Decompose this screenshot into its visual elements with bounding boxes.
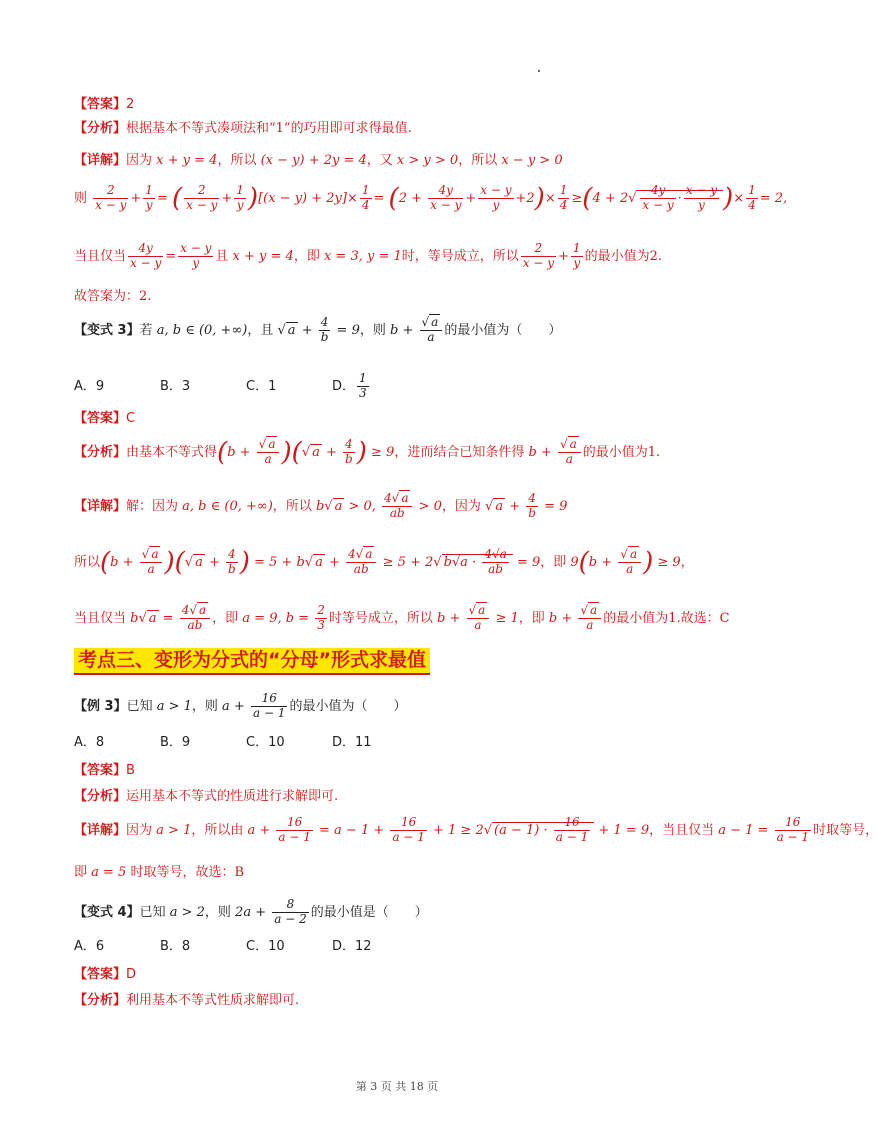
example3-answer: 【答案】B [74, 763, 135, 778]
option-a: A．8 [74, 735, 105, 750]
conclusion-line-1: 故答案为：2. [74, 289, 152, 304]
answer-line-1: 【答案】2 [74, 97, 135, 112]
variant4-question: 【变式 4】已知 a > 2，则 2a + $\frac{8}{a - 2}$ 的最小值是（ ） [74, 897, 428, 926]
analysis-line-1: 【分析】根据基本不等式凑项法和“1”的巧用即可求得最值. [74, 121, 412, 136]
detail-line-1: 【详解】因为 x + y = 4，所以 (x − y) + 2y = 4，又 x > y > 0，所以 x − y > 0 [74, 153, 563, 168]
option-a: A．6 [74, 939, 105, 954]
variant3-analysis: 【分析】由基本不等式得(b + $\frac{√ a}{a}$ )(√ a + $\frac{4}{b}$ ) ≥ 9，进而结合已知条件得 b + $\frac{√ a}{a}$ 的最小值为1. [74, 437, 661, 468]
option-b: B．8 [160, 939, 191, 954]
variant4-analysis: 【分析】利用基本不等式性质求解即可. [74, 993, 300, 1008]
option-d: D． $\frac{1}{3}$ [332, 371, 367, 400]
option-d: D．12 [332, 939, 372, 954]
variant3-detail-1: 【详解】解：因为 a, b ∈ (0, +∞)，所以 b√ a > 0, $\frac{4√ a}{ab}$ > 0，因为 √ a + $\frac{4}{b}$ = 9 [74, 491, 568, 520]
example3-question: 【例 3】已知 a > 1，则 a + $\frac{16}{a - 1}$ 的最小值为（ ） [74, 691, 407, 720]
option-a: A．9 [74, 378, 105, 394]
option-c: C．1 [246, 378, 277, 394]
option-b: B．9 [160, 735, 191, 750]
section-heading: 考点三、变形为分式的“分母”形式求最值 [74, 648, 430, 675]
option-d: D．11 [332, 735, 372, 750]
option-c: C．10 [246, 939, 285, 954]
top-dot [538, 70, 540, 72]
variant3-detail-3: 当且仅当 b√ a = $\frac{4√ a}{ab}$ ，即 a = 9, b = $\frac{2}{3}$ 时等号成立，所以 b + $\frac{√ a}{a}$ ≥ 1，即 b + $\frac{√ a}{a}$ 的最小值为1.故选：C [74, 603, 730, 632]
page-footer: 第 3 页 共 18 页 [355, 1080, 439, 1093]
option-c: C．10 [246, 735, 285, 750]
detail-line-2: 则 $\frac{2}{x - y}$ + $\frac{1}{y}$ = ( $\frac{2}{x - y}$ + $\frac{1}{y}$ )[(x − y) + 2y]× $\frac{1}{4}$ = (2 + $\frac{4y}{x - y}$ + $\frac{x - y}{y}$ +2)× $\frac{1}{4}$ ≥(4 + 2√ $\frac{4y}{x - y}$ · $\frac{x - y}{y}$ )× $\frac{1}{4}$ = 2, [74, 183, 788, 214]
example3-analysis: 【分析】运用基本不等式的性质进行求解即可. [74, 789, 339, 804]
variant3-detail-2: 所以(b + $\frac{√ a}{a}$ )(√ a + $\frac{4}{b}$ ) = 5 + b√ a + $\frac{4√ a}{ab}$ ≥ 5 + 2√ b√a · $\frac{4√a}{ab}$ = 9，即 9(b + $\frac{√ a}{a}$ ) ≥ 9， [74, 547, 694, 578]
example3-options [74, 736, 418, 749]
detail-line-3: 当且仅当 $\frac{4y}{x - y}$ = $\frac{x - y}{y}$ 且 x + y = 4，即 x = 3, y = 1时，等号成立，所以 $\frac{2}{x - y}$ + $\frac{1}{y}$ 的最小值为2. [74, 241, 662, 270]
option-b: B．3 [160, 378, 191, 394]
variant4-options [74, 940, 418, 953]
variant4-answer: 【答案】D [74, 967, 137, 982]
variant3-question: 【变式 3】若 a, b ∈ (0, +∞)，且 √ a + $\frac{4}{b}$ = 9，则 b + $\frac{√ a}{a}$ 的最小值为（ ） [74, 315, 562, 344]
example3-detail-1: 【详解】因为 a > 1，所以由 a + $\frac{16}{a - 1}$ = a − 1 + $\frac{16}{a - 1}$ + 1 ≥ 2√ (a − 1) · $\frac{16}{a - 1}$ + 1 = 9，当且仅当 a − 1 = $\frac{16}{a - 1}$ 时取等号， [74, 815, 878, 844]
variant3-options [74, 372, 371, 401]
variant3-answer: 【答案】C [74, 411, 136, 426]
example3-detail-2: 即 a = 5 时取等号，故选：B [74, 865, 245, 880]
